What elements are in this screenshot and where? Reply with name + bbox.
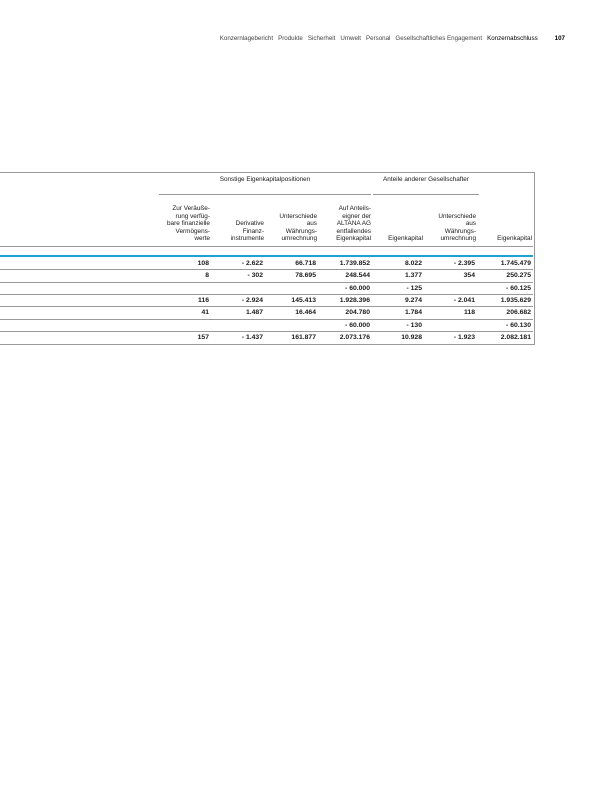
column-header-line: umrechnung — [281, 235, 317, 243]
column-header-line: Währungs- — [444, 227, 476, 235]
table-cell: - 302 — [247, 272, 263, 280]
table-cell: 66.718 — [295, 260, 316, 267]
top-navigation — [220, 35, 565, 42]
table-cell: 16.464 — [295, 309, 316, 317]
column-header-line: aus — [306, 220, 317, 228]
table-row — [0, 270, 533, 282]
table-cell: 9.274 — [404, 296, 422, 304]
accent-rule — [0, 255, 533, 257]
column-header-line: Unterschiede — [438, 212, 476, 220]
table-cell: 248.544 — [345, 272, 370, 280]
table-cell: 41 — [201, 309, 209, 317]
table-cell: 116 — [198, 296, 209, 304]
table-cell: - 1.437 — [241, 333, 263, 341]
table-cell: 10.928 — [401, 333, 422, 341]
column-header-line: werte — [194, 235, 210, 243]
group-header-anteile-anderer-gesellschafter: Anteile anderer Gesellschafter — [383, 176, 469, 183]
table-cell: - 60.125 — [506, 284, 531, 292]
column-header-line: Währungs- — [285, 227, 317, 235]
table-cell: 118 — [464, 309, 475, 317]
column-header-line: Eigenkapital — [497, 235, 532, 243]
column-header-2 — [213, 220, 264, 243]
group-underline-anteile — [373, 194, 479, 195]
table-row — [0, 283, 533, 295]
table-row — [0, 320, 533, 332]
column-header-line: Vermögens- — [175, 227, 210, 235]
column-header-3 — [266, 213, 317, 243]
nav-item-umwelt[interactable]: Umwelt — [340, 35, 361, 42]
table-row — [0, 307, 533, 319]
nav-item-gesellschaftliches-engagement[interactable]: Gesellschaftliches Engagement — [395, 35, 483, 42]
column-header-line: entfallendes — [336, 227, 371, 235]
table-cell: - 1.923 — [453, 333, 475, 341]
table-cell: - 60.000 — [345, 321, 370, 329]
nav-item-konzernabschluss[interactable]: Konzernabschluss — [487, 35, 538, 42]
table-cell: - 2.924 — [241, 296, 263, 304]
column-header-line: Zur Veräuße- — [172, 205, 210, 212]
table-cell: 1.928.396 — [339, 296, 370, 304]
column-header-line: Eigenkapital — [336, 235, 371, 243]
column-header-5 — [373, 235, 423, 243]
table-row — [0, 258, 533, 270]
table-cell: 157 — [197, 333, 209, 341]
equity-statement-table — [0, 172, 535, 345]
column-header-line: bare finanzielle — [167, 220, 210, 228]
column-header-line: Unterschiede — [279, 212, 317, 220]
table-cell: - 2.622 — [241, 260, 263, 267]
column-header-line: ALTANA AG — [336, 220, 371, 228]
nav-item-sicherheit[interactable]: Sicherheit — [307, 35, 336, 42]
table-cell: - 2.041 — [453, 296, 475, 304]
table-cell: 145.413 — [291, 296, 316, 304]
table-cell: - 130 — [406, 321, 422, 329]
table-cell: 1.745.479 — [500, 260, 531, 267]
group-underline-sonstige — [159, 194, 371, 195]
nav-item-konzernlagebericht[interactable]: Konzernlagebericht — [219, 35, 274, 42]
table-cell: 1.739.852 — [339, 260, 370, 267]
table-cell: 1.377 — [404, 272, 422, 280]
table-cell: 206.682 — [506, 309, 531, 317]
table-cell: 8.022 — [404, 260, 422, 267]
table-cell: 108 — [197, 260, 209, 267]
table-cell: - 2.395 — [453, 260, 475, 267]
table-row — [0, 332, 533, 344]
column-header-line: instrumente — [230, 235, 264, 243]
table-cell: 161.877 — [291, 333, 316, 341]
column-header-line: umrechnung — [440, 235, 476, 243]
table-cell: 1.935.629 — [500, 296, 531, 304]
group-header-sonstige-eigenkapitalpositionen: Sonstige Eigenkapitalpositionen — [219, 176, 311, 183]
table-cell: 1.784 — [404, 309, 422, 317]
table-cell: 204.780 — [345, 309, 370, 317]
table-cell: - 125 — [406, 284, 422, 292]
column-header-line: eigner der — [342, 212, 371, 220]
column-header-1 — [158, 205, 210, 243]
table-cell: 1.487 — [245, 309, 263, 317]
column-header-line: Auf Anteils- — [338, 205, 371, 212]
table-cell: - 60.000 — [345, 284, 370, 292]
column-header-7 — [479, 235, 532, 243]
nav-item-personal[interactable]: Personal — [366, 35, 391, 42]
column-header-line: rung verfüg- — [175, 212, 210, 220]
header-rule — [0, 246, 533, 247]
page-number: 107 — [554, 35, 565, 42]
column-header-line: Finanz- — [242, 227, 264, 235]
table-cell: 250.275 — [506, 272, 531, 280]
column-header-6 — [425, 213, 476, 243]
column-header-line: Eigenkapital — [388, 235, 423, 243]
table-cell: 78.695 — [295, 272, 316, 280]
nav-item-produkte[interactable]: Produkte — [278, 35, 303, 42]
table-cell: 354 — [463, 272, 475, 280]
table-cell: - 60.130 — [506, 321, 531, 329]
table-cell: 2.082.181 — [500, 333, 531, 341]
column-header-line: Derivative — [235, 220, 264, 228]
column-header-line: aus — [465, 220, 476, 228]
table-cell: 8 — [205, 272, 209, 280]
table-cell: 2.073.176 — [339, 333, 370, 341]
column-header-4 — [319, 205, 371, 243]
table-row — [0, 295, 533, 307]
